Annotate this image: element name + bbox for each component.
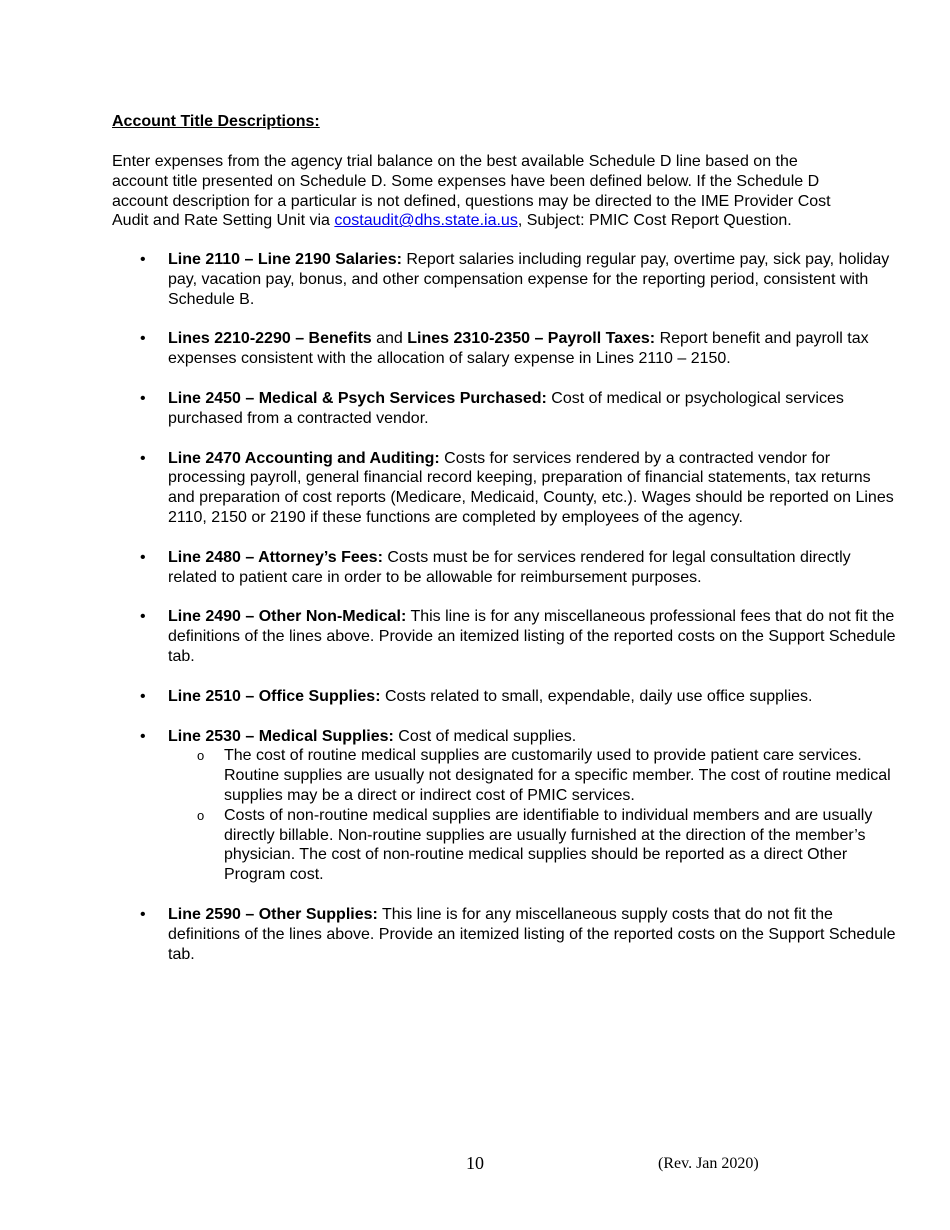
intro-text-end: , Subject: PMIC Cost Report Question. [517, 212, 792, 230]
list-item-benefits-payroll [168, 329, 898, 369]
list-item-medical-supplies [168, 727, 898, 885]
line-description: Cost of medical or psychological services purchased from a contracted vendor. [168, 389, 844, 427]
sub-item-non-routine: o Costs of non-routine medical supplies are identifiable to individual members and are usually directly billable. Non-routine supplies are usually furnished at the direction of the member’s physician. The cost of non-routine medical supplies should be reported as a direct Other Program cost. [224, 806, 898, 885]
line-title-2: Lines 2310-2350 – Payroll Taxes: [407, 330, 656, 348]
intro-text: Enter expenses from the agency trial balance on the best available Schedule D line based on the account title presented on Schedule D. Some expenses have been defined below. If the Schedule D account description for a particular is not defined, questions may be directed to the IME Provider Cost Audit and Rate Setting Unit via [112, 153, 831, 230]
list-item-other-supplies [168, 905, 898, 964]
list-item-other-non-medical [168, 607, 898, 666]
line-title: Lines 2210-2290 – Benefits [168, 330, 372, 348]
list-item-attorney [168, 548, 898, 588]
line-description: Report salaries including regular pay, overtime pay, sick pay, holiday pay, vacation pay, bonus, and other compensation expense for the reporting period, consistent with Schedule B. [168, 251, 890, 308]
line-title: Line 2470 Accounting and Auditing: [168, 449, 440, 467]
intro-paragraph [112, 152, 842, 231]
line-description: Costs related to small, expendable, daily use office supplies. [380, 687, 813, 705]
line-connector: and [371, 330, 408, 348]
line-title: Line 2450 – Medical & Psych Services Purchased: [168, 389, 547, 407]
page-number: 10 [466, 1153, 484, 1173]
list-item-accounting [168, 449, 898, 528]
line-title: Line 2530 – Medical Supplies: [168, 727, 394, 745]
list-item-office-supplies [168, 687, 898, 707]
list-item-medical-psych [168, 389, 898, 429]
sub-item-routine: o The cost of routine medical supplies are customarily used to provide patient care services. Routine supplies are usually not designated for a specific member. The cost of routine medical supplies may be a direct or indirect cost of PMIC services. [224, 746, 898, 805]
line-description: This line is for any miscellaneous supply costs that do not fit the definitions of the lines above. Provide an itemized listing of the reported costs on the Support Schedule tab. [168, 905, 896, 963]
line-description: Costs must be for services rendered for legal consultation directly related to patient care in order to be allowable for reimbursement purposes. [168, 548, 851, 586]
line-title: Line 2480 – Attorney’s Fees: [168, 548, 383, 566]
account-line-list [112, 250, 898, 984]
medical-supplies-sublist [168, 746, 898, 885]
revision-date: (Rev. Jan 2020) [658, 1155, 759, 1172]
line-description: This line is for any miscellaneous professional fees that do not fit the definitions of the lines above. Provide an itemized listing of the reported costs on the Support Schedule tab. [168, 608, 896, 665]
line-title: Line 2110 – Line 2190 Salaries: [168, 251, 402, 268]
section-heading: Account Title Descriptions: [112, 113, 320, 130]
line-description: Report benefit and payroll tax expenses consistent with the allocation of salary expense in Lines 2110 – 2150. [168, 330, 869, 368]
line-description: Cost of medical supplies. [393, 727, 577, 745]
line-title: Line 2490 – Other Non-Medical: [168, 608, 407, 626]
email-link[interactable]: costaudit@dhs.state.ia.us [334, 212, 518, 230]
list-item-salaries [168, 250, 898, 309]
line-description: Costs for services rendered by a contracted vendor for processing payroll, general financial record keeping, preparation of financial statements, tax returns and preparation of cost reports (Medicare, Medicaid, County, etc.). Wages should be reported on Lines 2110, 2150 or 2190 if these functions are completed by employees of the agency. [168, 449, 894, 526]
line-title: Line 2590 – Other Supplies: [168, 905, 378, 923]
line-title: Line 2510 – Office Supplies: [168, 687, 381, 705]
